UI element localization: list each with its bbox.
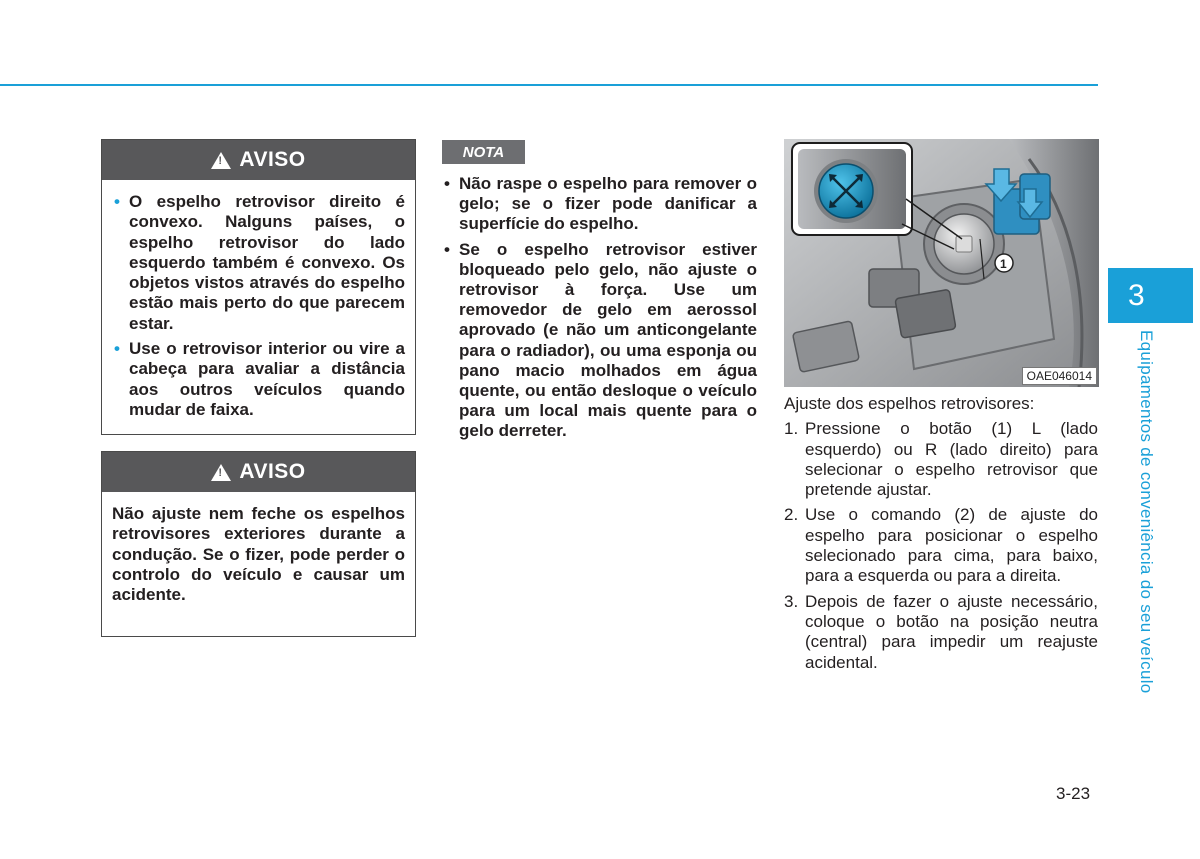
- chapter-number-tab: 3: [1108, 268, 1193, 323]
- warning-body: Não ajuste nem feche os espelhos retrovisores exteriores durante a condução. Se o fizer, pode perder o controlo do veículo e causar um acidente.: [112, 504, 405, 605]
- nota-item: • Não raspe o espelho para remover o gelo; se o fizer pode danificar a superfície do espelho.: [442, 174, 757, 235]
- instruction-step: [784, 505, 1098, 586]
- warning-triangle-icon: [211, 152, 231, 169]
- warning-header: [102, 452, 415, 492]
- step-number: 1.: [784, 419, 799, 439]
- warning-title: AVISO: [239, 460, 306, 483]
- mirror-switch-illustration: [784, 139, 1099, 387]
- header-rule: [0, 84, 1098, 86]
- warning-header: [102, 140, 415, 180]
- warning-triangle-icon: [211, 464, 231, 481]
- step-number: 3.: [784, 591, 799, 611]
- instruction-step: [784, 592, 1098, 673]
- warning-title: AVISO: [239, 148, 306, 171]
- chapter-title: Equipamentos de conveniência do seu veículo: [1137, 330, 1156, 694]
- warning-item: • O espelho retrovisor direito é convexo. Nalguns países, o espelho retrovisor do lado esquerdo também é convexo. Os objetos vistos através do espelho estão mais perto do que parecem estar.: [112, 192, 405, 334]
- step-text: Pressione o botão (1) L (lado esquerdo) ou R (lado direito) para selecionar o espelho retrovisor que pretende ajustar.: [805, 419, 1098, 500]
- nota-list: [442, 174, 757, 447]
- nota-label: NOTA: [442, 140, 525, 164]
- mirror-adjust-instructions: [784, 394, 1098, 678]
- step-text: Depois de fazer o ajuste necessário, coloque o botão na posição neutra (central) para impedir um reajuste acidental.: [805, 591, 1098, 672]
- door-panel-drawing: [784, 139, 1099, 387]
- instructions-steps: [784, 419, 1098, 673]
- warning-item: • Use o retrovisor interior ou vire a cabeça para avaliar a distância aos outros veículos quando mudar de faixa.: [112, 339, 405, 420]
- nota-item: • Se o espelho retrovisor estiver bloqueado pelo gelo, não ajuste o retrovisor à força. Use um removedor de gelo em aerossol aprovado (e não um anticongelante para o radiador), ou uma esponja ou pano macio molhados em água quente, ou então desloque o veículo para um local mais quente para o gelo derreter.: [442, 240, 757, 442]
- figure-callout-number: 1: [1000, 257, 1007, 271]
- warning-box-driving: [101, 451, 416, 637]
- step-number: 2.: [784, 505, 799, 525]
- step-text: Use o comando (2) de ajuste do espelho para posicionar o espelho selecionado para cima, para baixo, para a esquerda ou para a direita.: [805, 505, 1098, 586]
- figure-code: OAE046014: [1022, 367, 1097, 385]
- warning-body: [102, 180, 415, 437]
- instructions-intro: Ajuste dos espelhos retrovisores:: [784, 394, 1035, 413]
- page-number: 3-23: [1056, 784, 1091, 803]
- chapter-title-vertical: [1128, 330, 1158, 694]
- warning-box-mirror-convex: [101, 139, 416, 435]
- instruction-step: [784, 419, 1098, 500]
